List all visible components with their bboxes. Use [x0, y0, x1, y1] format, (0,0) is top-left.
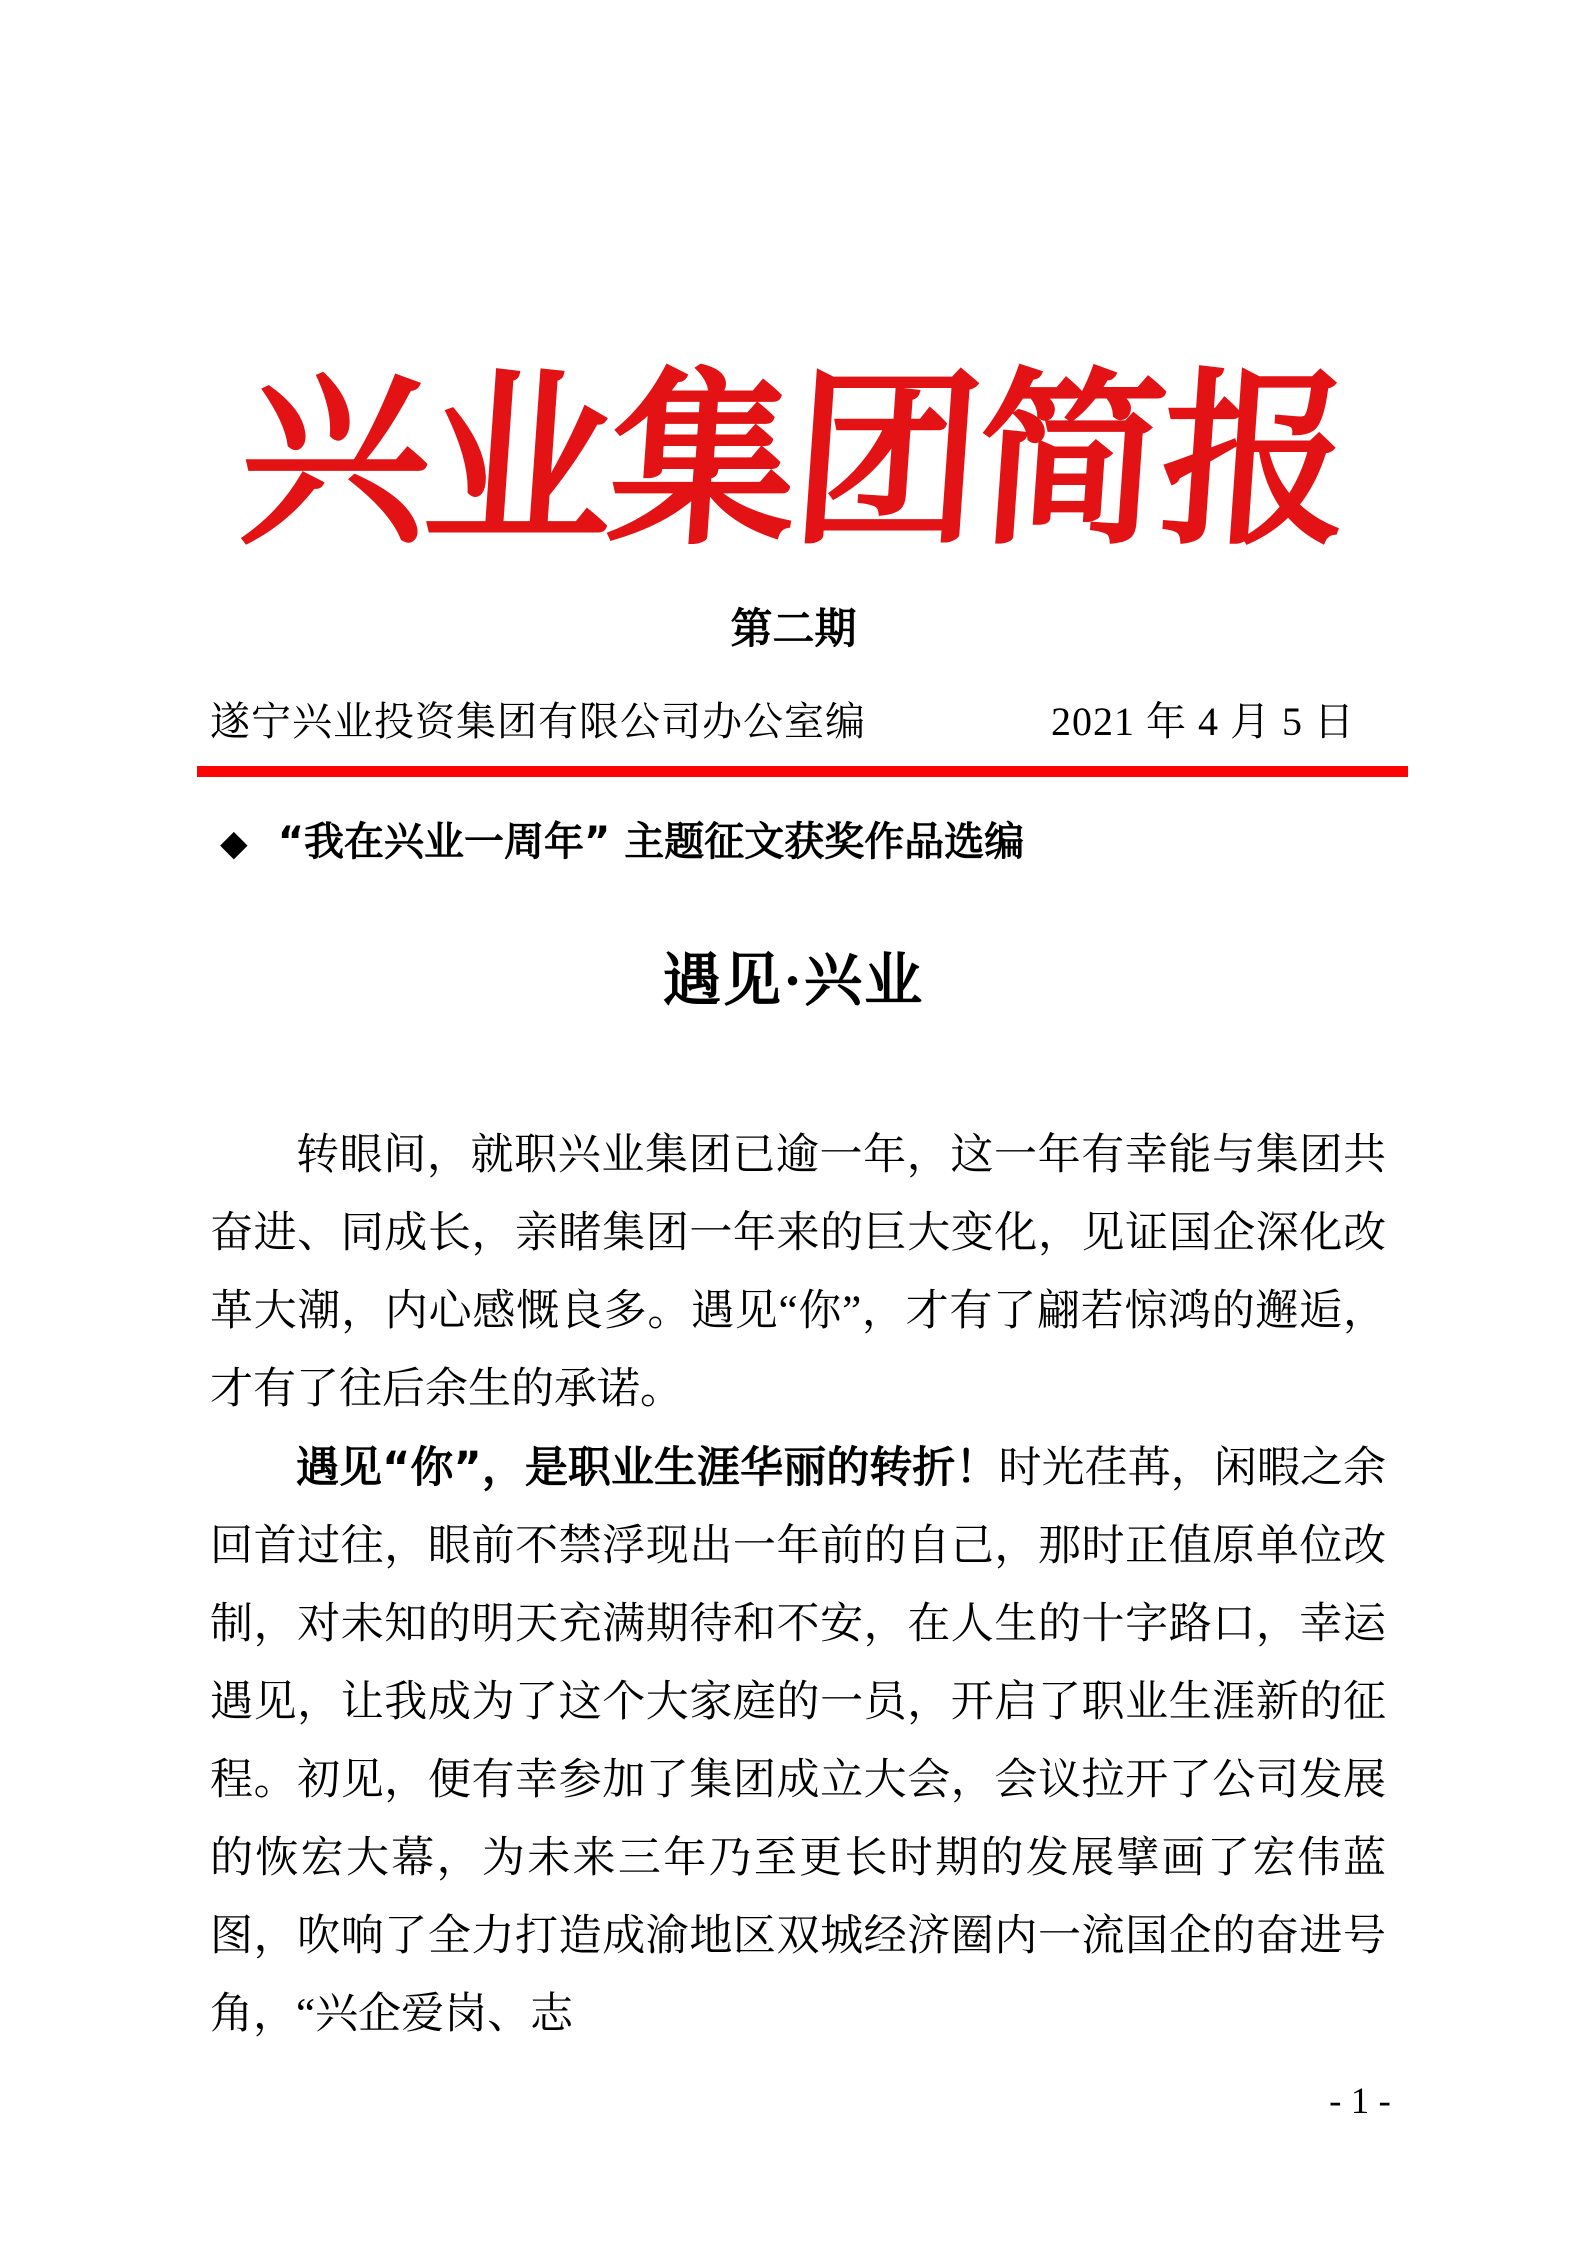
publisher-name: 遂宁兴业投资集团有限公司办公室编 [210, 699, 866, 744]
paragraph-2 [210, 1429, 1386, 2054]
diamond-bullet-icon: ◆ [220, 823, 248, 864]
article-title: 遇见·兴业 [662, 948, 925, 1013]
red-divider-rule [197, 766, 1408, 777]
publication-row [210, 698, 1355, 746]
paragraph-2-text: 时光荏苒，闲暇之余回首过往，眼前不禁浮现出一年前的自己，那时正值原单位改制，对未知的明天充满期待和不安，在人生的十字路口，幸运遇见，让我成为了这个大家庭的一员，开启了职业生涯新的征程。初见，便有幸参加了集团成立大会，会议拉开了公司发展的恢宏大幕，为未来三年乃至更长时期的发展擘画了宏伟蓝图，吹响了全力打造成渝地区双城经济圈内一流国企的奋进号角，“兴企爱岗、志 [210, 1445, 1387, 2038]
page-number: - 1 - [1329, 2081, 1391, 2122]
paragraph-1 [210, 1116, 1386, 1429]
paragraph-1-text: 转眼间，就职兴业集团已逾一年，这一年有幸能与集团共奋进、同成长，亲睹集团一年来的巨大变化，见证国企深化改革大潮，内心感慨良多。遇见“你”，才有了翩若惊鸿的邂逅，才有了往后余生的承诺。 [210, 1132, 1386, 1413]
article-body [210, 1116, 1386, 2054]
paragraph-2-lead: 遇见“你”，是职业生涯华丽的转折！ [296, 1443, 999, 1493]
masthead-title: 兴业集团简报 [234, 358, 1353, 567]
issue-label: 第二期 [730, 604, 857, 653]
feature-heading-line [220, 818, 1410, 868]
feature-heading: “我在兴业一周年” 主题征文获奖作品选编 [277, 819, 1025, 865]
publication-date: 2021 年 4 月 5 日 [1051, 699, 1355, 744]
